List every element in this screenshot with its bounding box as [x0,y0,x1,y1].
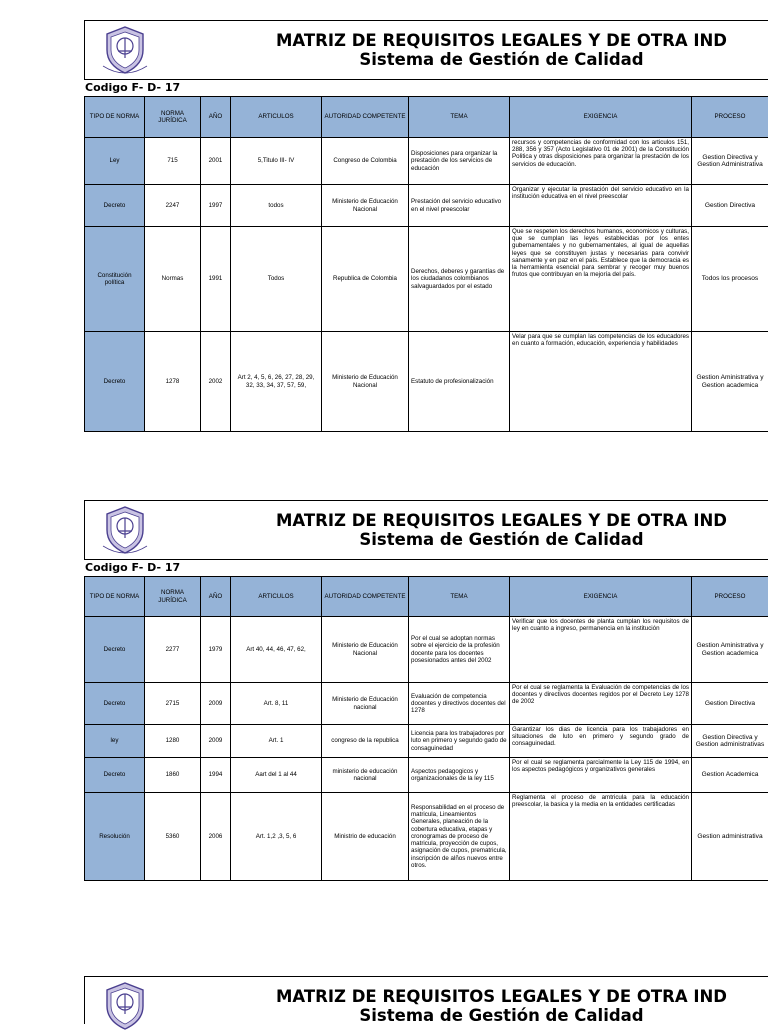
col-tema: TEMA [409,97,510,138]
table-row [85,758,768,793]
document-title [235,987,768,1025]
cell-proceso: Gestion Directiva [692,683,768,725]
col-proceso: PROCESO [692,97,768,138]
cell-proceso: Gestion Directiva y Gestion Administrativa [692,138,768,185]
cell-norma: 2277 [145,617,201,683]
cell-exigencia: Por el cual se reglamenta la Evaluación de competencias de los docentes y directivos docentes regidos por el Decreto Ley 1278 de 2002 [510,683,692,725]
cell-anio: 1997 [201,185,231,227]
cell-anio: 2001 [201,138,231,185]
table-row [85,138,768,185]
table-row [85,725,768,758]
title-line-1: MATRIZ DE REQUISITOS LEGALES Y DE OTRA IND [235,987,768,1006]
document-code: Codigo F- D- 17 [84,560,768,576]
cell-exigencia: Que se respeten los derechos humanos, economicos y culturas, que se cumplan las leyes establecidas por los entes gubernamentales y no gubernamentales, al igual de aquellas leyes que se constituyen justas y necesarias para convivir sanamente y en paz en el país. Establece que la democracia es la herramienta esencial para sembrar y recoger muy buenos frutos que contribuyan en la mejoría del país. [510,227,692,332]
cell-exigencia: recursos y competencias de conformidad con los articulos 151, 288, 356 y 357 (Acto Legislativo 01 de 2001) de la Constitución Politica y otras disposiciones para organizar la prestación de los servicios de educación. [510,138,692,185]
col-exigencia: EXIGENCIA [510,97,692,138]
cell-proceso: Gestion Aministrativa y Gestion academica [692,332,768,432]
cell-tipo: Decreto [85,185,145,227]
table-header-row [85,577,768,617]
cell-anio: 2002 [201,332,231,432]
cell-exigencia: Verificar que los docentes de planta cumplan los requisitos de ley en cuanto a ingreso, permanencia en la institución [510,617,692,683]
table-row [85,227,768,332]
cell-articulos: Art 2, 4, 5, 6, 26, 27, 28, 29, 32, 33, 34, 37, 57, 59, [231,332,322,432]
document-title [235,511,768,549]
col-exigencia: EXIGENCIA [510,577,692,617]
title-line-2: Sistema de Gestión de Calidad [235,1006,768,1025]
cell-exigencia: Reglamenta el proceso de amtricula para la educación preescolar, la basica y la media en la entidades certificadas [510,793,692,881]
cell-norma: 1860 [145,758,201,793]
cell-norma: 2715 [145,683,201,725]
cell-anio: 2009 [201,683,231,725]
col-autoridad: AUTORIDAD COMPETENTE [322,97,409,138]
cell-proceso: Gestion Directiva [692,185,768,227]
cell-tipo: ley [85,725,145,758]
cell-articulos: Art. 1,2 ,3, 5, 6 [231,793,322,881]
cell-articulos: Aart del 1 al 44 [231,758,322,793]
document-title [235,31,768,69]
col-articulos: ARTICULOS [231,577,322,617]
cell-anio: 1991 [201,227,231,332]
cell-tipo: Constitución política [85,227,145,332]
cell-exigencia: Organizar y ejecutar la prestación del servicio educativo en la institución educativa en el nivel preescolar [510,185,692,227]
cell-tema: Derechos, deberes y garantías de los ciudadanos colombianos salvaguardados por el estado [409,227,510,332]
table-row [85,185,768,227]
cell-norma: Normas [145,227,201,332]
cell-exigencia: Por el cual se reglamenta parcialmente la Ley 115 de 1994, en los aspectos pedagógicos y organizativos generales [510,758,692,793]
title-line-1: MATRIZ DE REQUISITOS LEGALES Y DE OTRA IND [235,31,768,50]
col-norma-juridica: NORMA JURÍDICA [145,97,201,138]
matrix-section-1 [84,20,768,432]
table-row [85,332,768,432]
col-articulos: ARTICULOS [231,97,322,138]
table-row [85,793,768,881]
cell-norma: 1278 [145,332,201,432]
table-header-row [85,97,768,138]
cell-autoridad: congreso de la republica [322,725,409,758]
cell-anio: 1994 [201,758,231,793]
document-header [84,20,768,80]
cell-proceso: Gestion administrativa [692,793,768,881]
cell-proceso: Gestion Academica [692,758,768,793]
cell-proceso: Gestion Directiva y Gestion administrativas [692,725,768,758]
cell-autoridad: Ministerio de Educación nacional [322,683,409,725]
cell-anio: 1979 [201,617,231,683]
cell-autoridad: Ministerio de Educación Nacional [322,185,409,227]
cell-articulos: Art. 8, 11 [231,683,322,725]
cell-exigencia: Velar para que se cumplan las competencias de los educadores en cuanto a formación, educación, experiencia y habilidades [510,332,692,432]
matrix-section-2 [84,500,768,881]
document-header [84,976,768,1024]
col-norma-juridica: NORMA JURÍDICA [145,577,201,617]
cell-exigencia: Garantizar los dias de licencia para los trabajadores en situaciones de luto en primero y segundo grado de consaguinedad. [510,725,692,758]
requirements-table-1 [84,96,768,432]
table-row [85,617,768,683]
cell-tipo: Resolución [85,793,145,881]
cell-tipo: Decreto [85,617,145,683]
document-header [84,500,768,560]
cell-autoridad: Republica de Colombia [322,227,409,332]
cell-anio: 2009 [201,725,231,758]
col-autoridad: AUTORIDAD COMPETENTE [322,577,409,617]
cell-tipo: Decreto [85,758,145,793]
col-anio: AÑO [201,97,231,138]
col-tipo-norma: TIPO DE NORMA [85,577,145,617]
cell-tema: Por el cual se adoptan normas sobre el ejercicio de la profesión docente para los docentes posesionados antes del 2002 [409,617,510,683]
cell-tema: Evaluación de competencia docentes y directivos docentes del 1278 [409,683,510,725]
school-crest-icon [99,504,151,556]
cell-tema: Prestación del servicio educativo en el nivel preescolar [409,185,510,227]
cell-tipo: Decreto [85,332,145,432]
cell-tema: Aspectos pedagogicos y organizacionales de la ley 115 [409,758,510,793]
cell-proceso: Gestion Aministrativa y Gestion academica [692,617,768,683]
col-anio: AÑO [201,577,231,617]
cell-anio: 2006 [201,793,231,881]
title-line-2: Sistema de Gestión de Calidad [235,50,768,69]
cell-articulos: Art 40, 44, 46, 47, 62, [231,617,322,683]
cell-norma: 5360 [145,793,201,881]
cell-proceso: Todos los procesos [692,227,768,332]
cell-autoridad: Ministrio de educación [322,793,409,881]
cell-tipo: Decreto [85,683,145,725]
cell-tipo: Ley [85,138,145,185]
cell-norma: 715 [145,138,201,185]
cell-norma: 1280 [145,725,201,758]
cell-articulos: Todos [231,227,322,332]
cell-tema: Estatuto de profesionalización [409,332,510,432]
school-crest-icon [99,24,151,76]
title-line-1: MATRIZ DE REQUISITOS LEGALES Y DE OTRA IND [235,511,768,530]
cell-autoridad: Congreso de Colombia [322,138,409,185]
cell-tema: Licencia para los trabajadores por luto en primero y segundo gado de consaguinedad [409,725,510,758]
cell-autoridad: Ministerio de Educación Nacional [322,332,409,432]
cell-articulos: Art. 1 [231,725,322,758]
cell-autoridad: Ministerio de Educación Nacional [322,617,409,683]
cell-articulos: todos [231,185,322,227]
cell-norma: 2247 [145,185,201,227]
title-line-2: Sistema de Gestión de Calidad [235,530,768,549]
col-tipo-norma: TIPO DE NORMA [85,97,145,138]
cell-tema: Disposiciones para organizar la prestación de los servicios de educación [409,138,510,185]
col-tema: TEMA [409,577,510,617]
cell-articulos: 5,Titulo III- IV [231,138,322,185]
col-proceso: PROCESO [692,577,768,617]
cell-autoridad: ministerio de educación nacional [322,758,409,793]
table-row [85,683,768,725]
requirements-table-2 [84,576,768,881]
document-code: Codigo F- D- 17 [84,80,768,96]
matrix-section-3 [84,976,768,1024]
cell-tema: Responsabilidad en el proceso de matricula, Lineamientos Generales, planeación de la cobertura educativa, etapas y cronogramas de proceso de matricula, proyección de cupos, asignación de cupos, prematricula, inscripción de alños nuevos entre otros. [409,793,510,881]
school-crest-icon [99,980,151,1032]
